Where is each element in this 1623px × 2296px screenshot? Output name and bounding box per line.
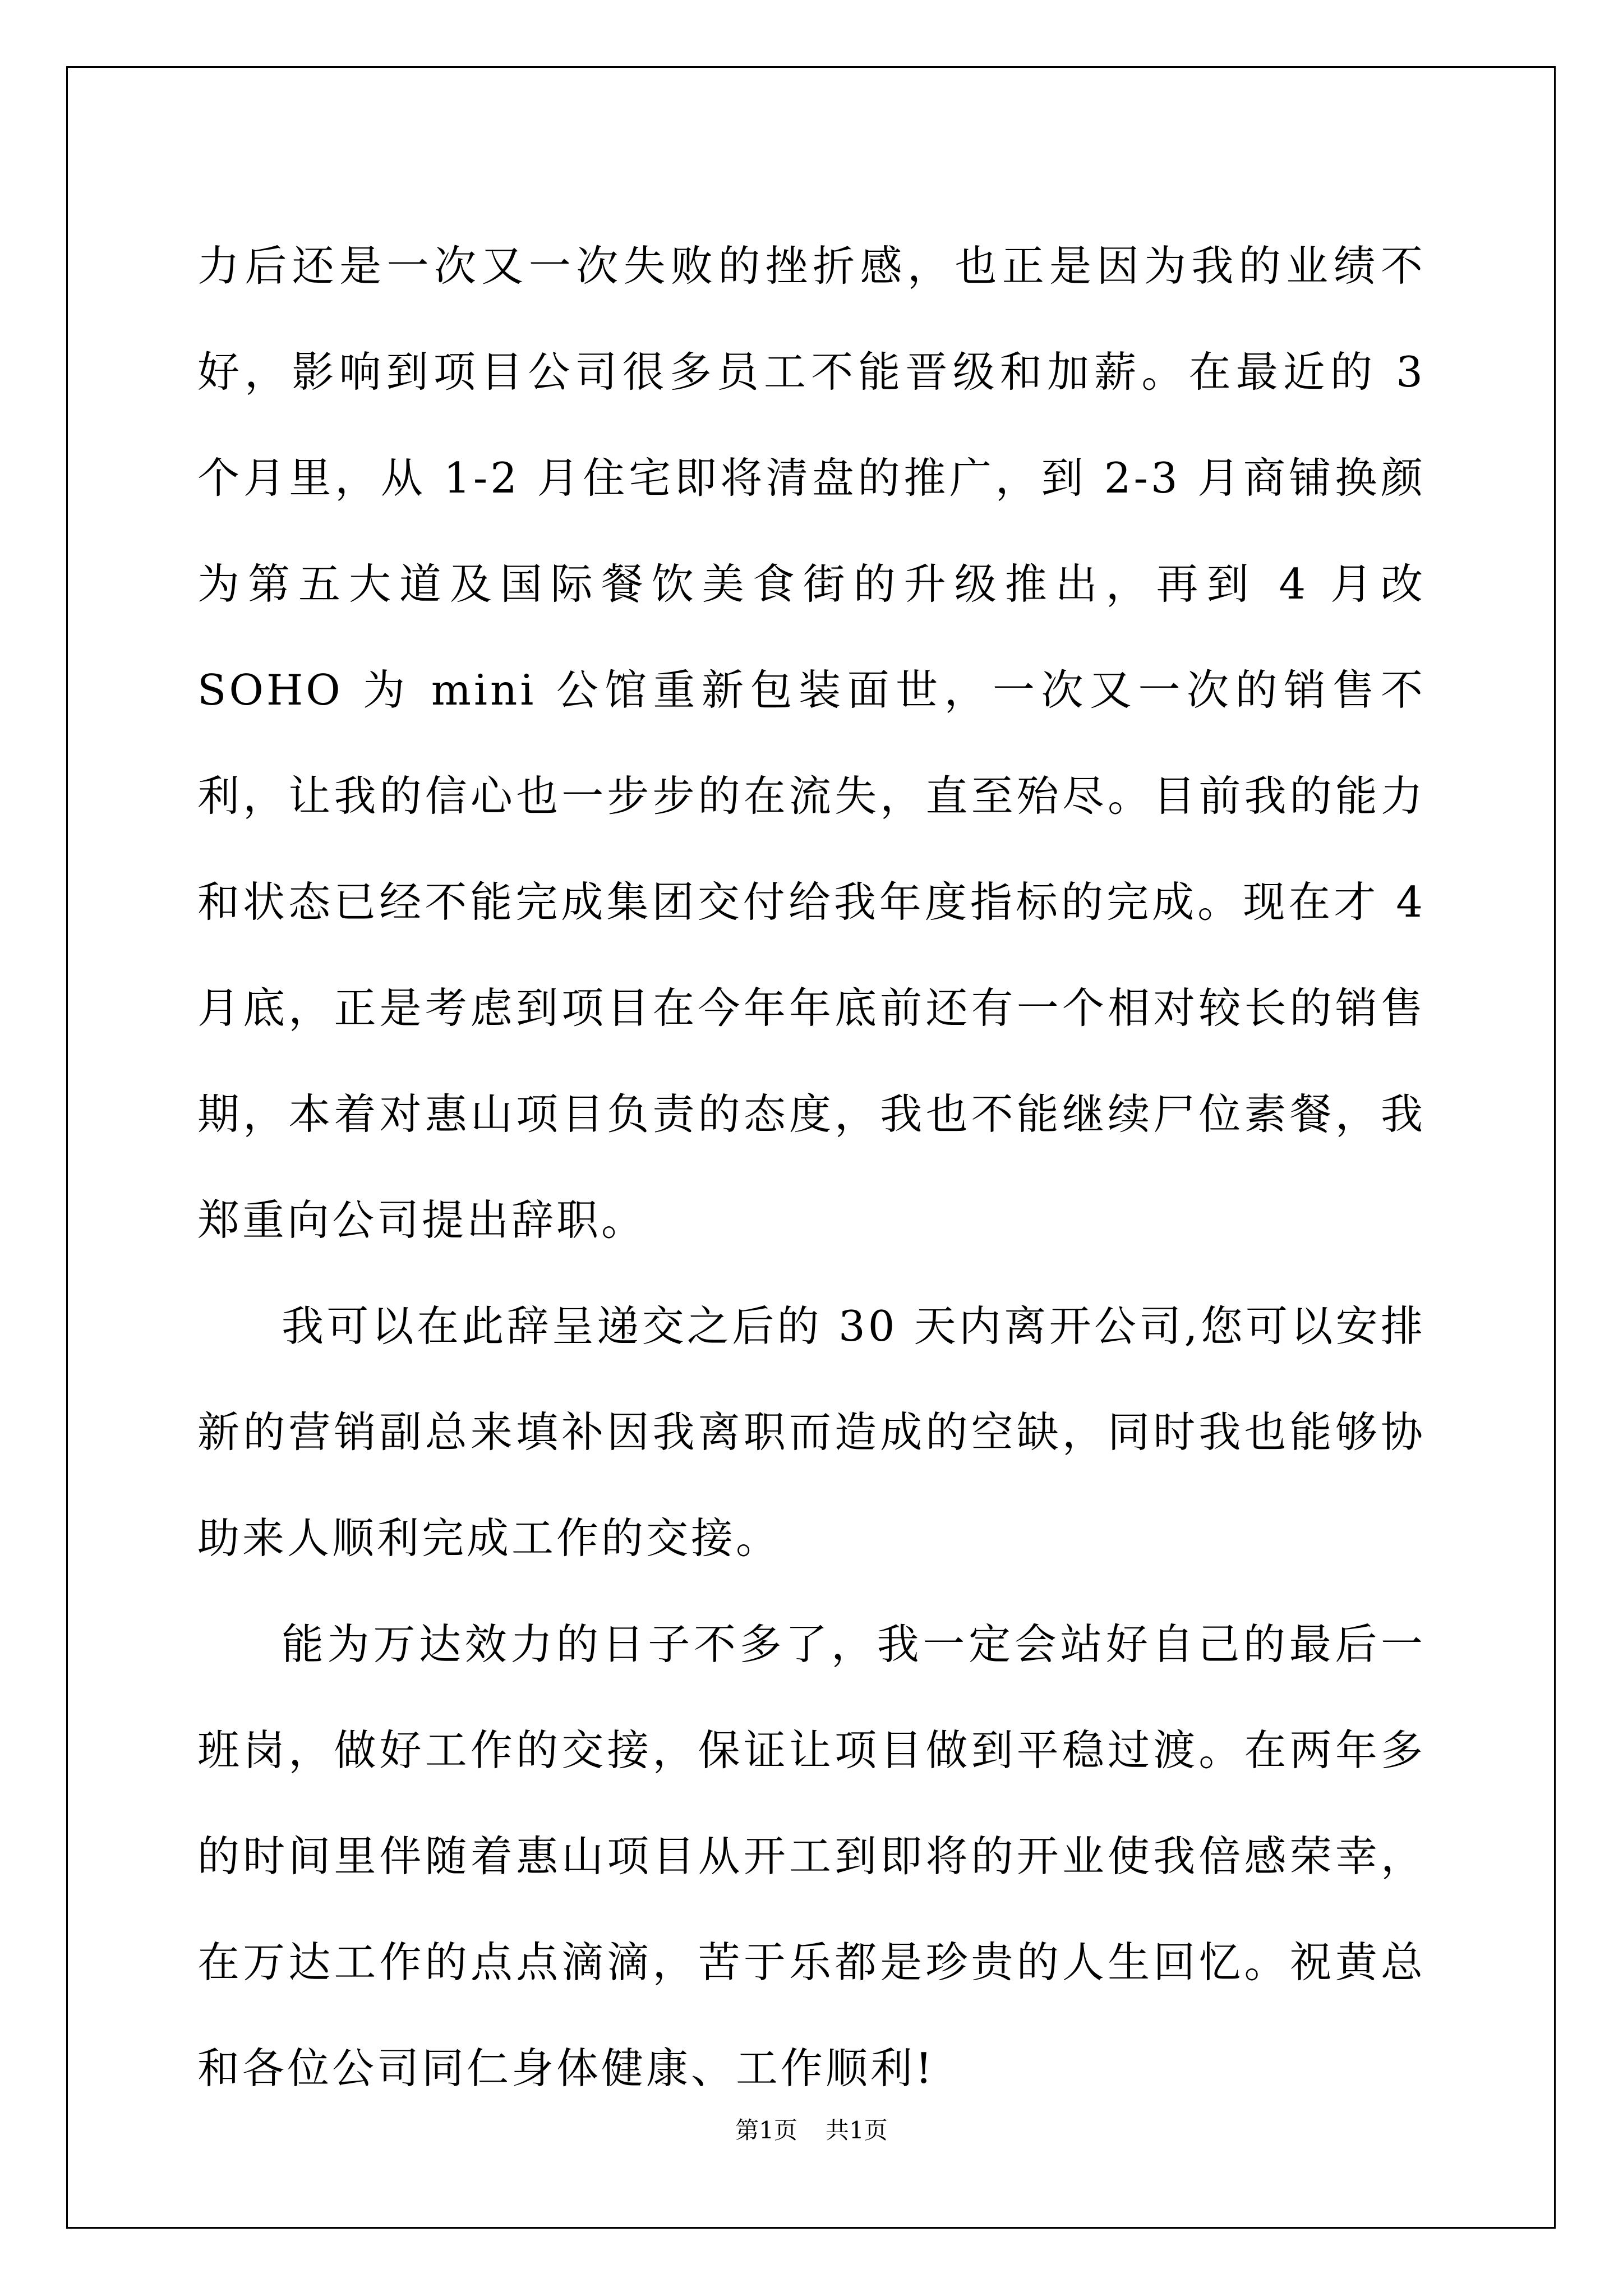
paragraph-2: 我可以在此辞呈递交之后的 30 天内离开公司,您可以安排新的营销副总来填补因我离职而造成的空缺，同时我也能够协助来人顺利完成工作的交接。 <box>197 1301 1426 1563</box>
paragraph-1: 力后还是一次又一次失败的挫折感，也正是因为我的业绩不好，影响到项目公司很多员工不能晋级和加薪。在最近的 3 个月里，从 1-2 月住宅即将清盘的推广，到 2-3 月商铺换颜为第五大道及国际餐饮美食街的升级推出，再到 4 月改 SOHO 为 mini 公馆重新包装面世，一次又一次的销售不利，让我的信心也一步步的在流失，直至殆尽。目前我的能力和状态已经不能完成集团交付给我年度指标的完成。现在才 4 月底，正是考虑到项目在今年年底前还有一个相对较长的销售期，本着对惠山项目负责的态度，我也不能继续尸位素餐，我郑重向公司提出辞职。 <box>197 241 1426 1245</box>
page-footer <box>0 2112 1623 2146</box>
paragraph-3: 能为万达效力的日子不多了，我一定会站好自己的最后一班岗，做好工作的交接，保证让项目做到平稳过渡。在两年多的时间里伴随着惠山项目从开工到即将的开业使我倍感荣幸，在万达工作的点点滴滴，苦于乐都是珍贵的人生回忆。祝黄总和各位公司同仁身体健康、工作顺利! <box>197 1619 1426 2093</box>
page-total: 共1页 <box>826 2116 888 2144</box>
document-body <box>197 213 1426 2122</box>
page-number: 第1页 <box>735 2116 797 2144</box>
